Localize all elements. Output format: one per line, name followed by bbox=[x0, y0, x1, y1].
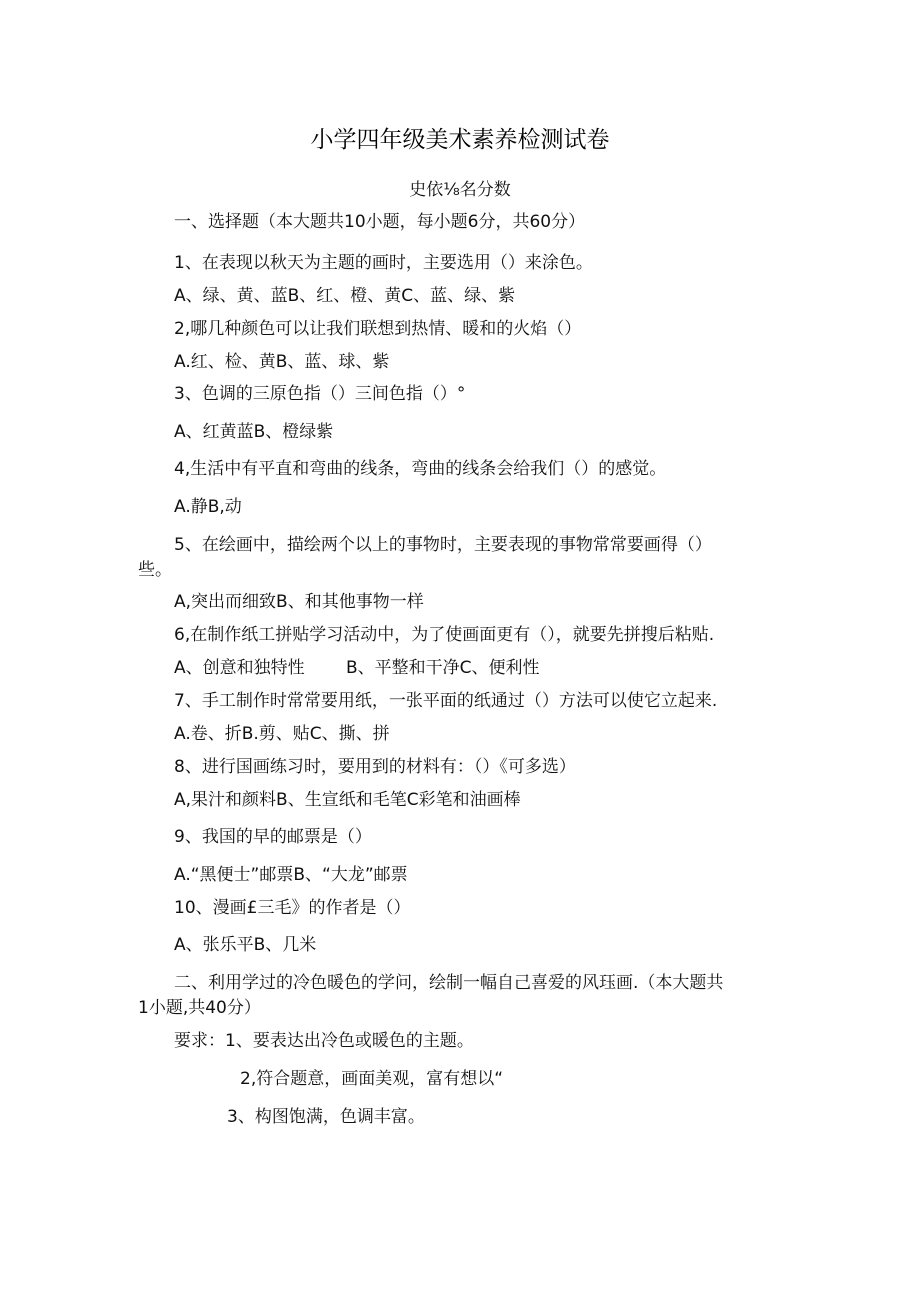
question-text: 7、手工制作时常常要用纸，一张平面的纸通过（）方法可以使它立起来. bbox=[174, 691, 718, 711]
question-text: 1、在表现以秋天为主题的画时，主要选用（）来涂色。 bbox=[174, 253, 593, 273]
options-text: A.卷、折B.剪、贴C、撕、拼 bbox=[174, 724, 390, 744]
question-text: 8、进行国画练习时，要用到的材料有：（）《可多选） bbox=[174, 757, 576, 777]
options-text: A.静B,动 bbox=[174, 497, 242, 517]
options-text: A、红黄蓝B、橙绿紫 bbox=[174, 422, 334, 442]
requirement-text: 要求：1、要表达出冷色或暖色的主题。 bbox=[174, 1031, 474, 1051]
page-title: 小学四年级美术素养检测试卷 bbox=[310, 127, 610, 153]
options-text: A,果汁和颜料B、生宣纸和毛笔C彩笔和油画棒 bbox=[174, 790, 521, 810]
question-text: 9、我国的早的邮票是（） bbox=[174, 827, 372, 847]
options-text: A、张乐平B、几米 bbox=[174, 935, 317, 955]
header-fields: 史依⅛名分数 bbox=[409, 180, 511, 200]
option-b: B、平整和干净C、便利性 bbox=[346, 658, 540, 678]
options-text: A、绿、黄、蓝B、红、橙、黄C、蓝、绿、紫 bbox=[174, 286, 516, 306]
question-text: 2,哪几种颜色可以让我们联想到热情、暖和的火焰（） bbox=[174, 319, 582, 339]
requirement-text: 3、构图饱满，色调丰富。 bbox=[227, 1107, 425, 1127]
options-text: A.红、检、黄B、蓝、球、紫 bbox=[174, 352, 390, 372]
question-text: 3、色调的三原色指（）三间色指（）° bbox=[174, 384, 466, 404]
question-text-continued: 些。 bbox=[138, 560, 172, 580]
question-text: 4,生活中有平直和弯曲的线条，弯曲的线条会给我们（）的感觉。 bbox=[174, 459, 667, 479]
section1-heading: 一、选择题（本大题共10小题，每小题6分，共60分） bbox=[174, 212, 586, 232]
section2-heading: 二、利用学过的冷色暖色的学问，绘制一幅自己喜爱的风珏画.（本大题共 bbox=[174, 973, 724, 993]
section2-heading-continued: 1小题,共40分） bbox=[138, 998, 261, 1018]
question-text: 10、漫画£三毛》的作者是（） bbox=[174, 898, 411, 918]
options-text: A.“黑便士”邮票B、“大龙”邮票 bbox=[174, 865, 408, 885]
question-text: 5、在绘画中，描绘两个以上的事物时，主要表现的事物常常要画得（） bbox=[174, 535, 712, 555]
option-a: A、创意和独特性 bbox=[174, 658, 305, 678]
requirement-text: 2,符合题意，画面美观，富有想以“ bbox=[240, 1069, 504, 1089]
options-text: A,突出而细致B、和其他事物一样 bbox=[174, 592, 424, 612]
question-text: 6,在制作纸工拼贴学习活动中，为了使画面更有（），就要先拼搜后粘贴. bbox=[174, 625, 715, 645]
